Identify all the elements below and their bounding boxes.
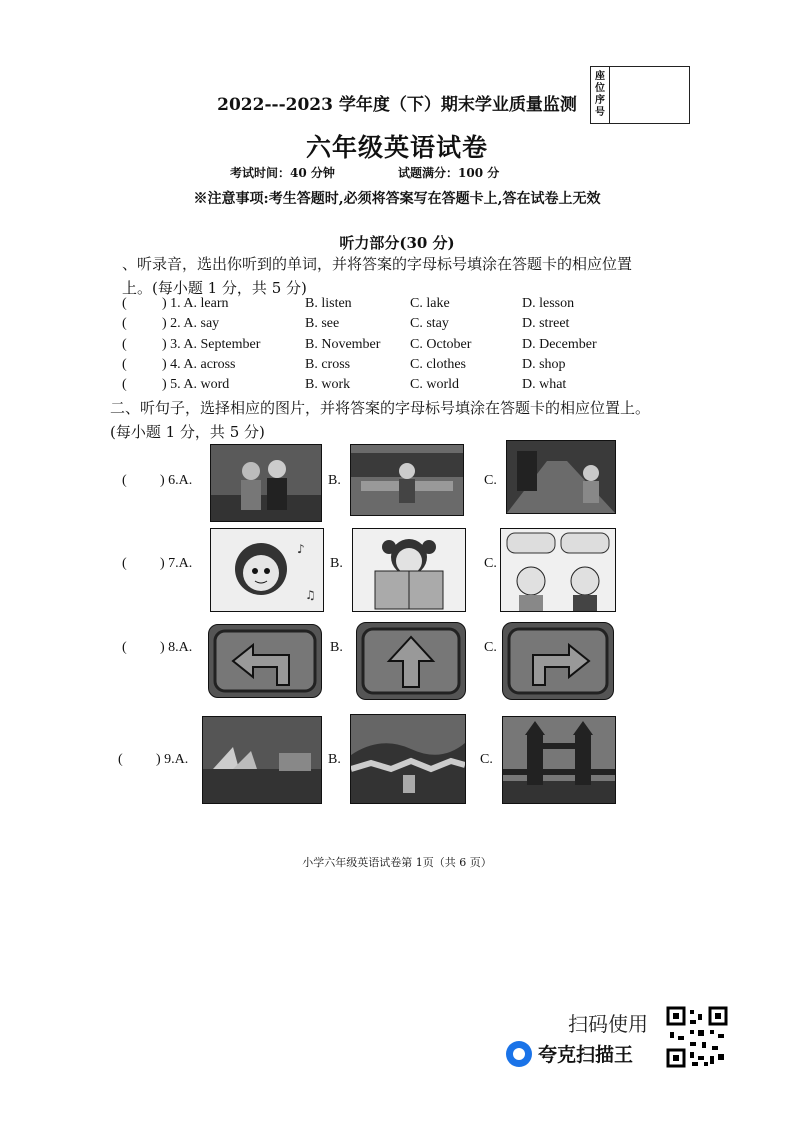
- option-c-label: C.: [484, 556, 497, 571]
- option-a: ) 4. A. across: [162, 357, 236, 372]
- option-d: D. December: [522, 337, 597, 352]
- picture-6a-two-people: [210, 444, 322, 522]
- option-b: B. cross: [305, 357, 351, 372]
- part1-instruction: 、听录音，选出你听到的单词，并将答案的字母标号填涂在答题卡的相应位置上。(每小题 1 分，共 5 分): [122, 255, 633, 297]
- exam-notice: ※注意事项:考生答题时,必须将答案写在答题卡上,答在试卷上无效: [193, 191, 601, 207]
- full-score: 试题满分：100 分: [398, 166, 500, 180]
- option-a: ) 2. A. say: [162, 316, 220, 331]
- answer-paren: (: [122, 296, 127, 311]
- picture-7c-kids-talking: [500, 528, 616, 612]
- option-a-label: ) 9.A.: [156, 752, 189, 767]
- turn-right-sign-icon: [502, 622, 614, 700]
- option-a: ) 1. A. learn: [162, 296, 229, 311]
- option-d: D. shop: [522, 357, 566, 372]
- option-b-label: B.: [330, 556, 343, 571]
- picture-7a-girl-listening: [210, 528, 324, 612]
- go-straight-sign-icon: [356, 622, 466, 700]
- option-d: D. street: [522, 316, 570, 331]
- answer-paren: (: [122, 473, 127, 488]
- answer-paren: (: [122, 337, 127, 352]
- option-c: C. clothes: [410, 357, 466, 372]
- seat-number-label: 座位序号: [591, 67, 610, 123]
- answer-paren: (: [122, 640, 127, 655]
- option-b-label: B.: [328, 752, 341, 767]
- option-b-label: B.: [328, 473, 341, 488]
- exam-time: 考试时间：40 分钟: [230, 166, 335, 180]
- answer-paren: (: [122, 556, 127, 571]
- listening-section-heading: 听力部分(30 分): [339, 234, 455, 252]
- answer-paren: (: [122, 316, 127, 331]
- option-c: C. stay: [410, 316, 449, 331]
- option-b: B. November: [305, 337, 381, 352]
- turn-left-sign-icon: [208, 624, 322, 698]
- option-a-label: ) 7.A.: [160, 556, 193, 571]
- option-a: ) 5. A. word: [162, 377, 230, 392]
- option-a: ) 3. A. September: [162, 337, 261, 352]
- option-c-label: C.: [484, 640, 497, 655]
- answer-paren: (: [122, 377, 127, 392]
- option-c-label: C.: [480, 752, 493, 767]
- picture-9b-great-wall: [350, 714, 466, 804]
- picture-6b-boy-at-station: [350, 444, 464, 516]
- option-b: B. see: [305, 316, 340, 331]
- qr-code-icon: [666, 1006, 728, 1068]
- picture-6c-boy-in-street: [506, 440, 616, 514]
- picture-9c-tower-bridge: [502, 716, 616, 804]
- option-d: D. what: [522, 377, 567, 392]
- scanner-brand-name: 夸克扫描王: [538, 1044, 634, 1066]
- answer-paren: (: [122, 357, 127, 372]
- page-footer: 小学六年级英语试卷第 1页（共 6 页）: [302, 856, 492, 869]
- option-c: C. October: [410, 337, 472, 352]
- option-c-label: C.: [484, 473, 497, 488]
- scan-to-use-text: 扫码使用: [568, 1012, 648, 1036]
- svg-text:♪: ♪: [297, 542, 305, 556]
- option-c: C. world: [410, 377, 459, 392]
- picture-9a-sydney-harbour: [202, 716, 322, 804]
- svg-text:♫: ♫: [305, 588, 316, 602]
- scanner-brand: [506, 1040, 633, 1067]
- exam-subtitle: 六年级英语试卷: [305, 133, 488, 162]
- option-b-label: B.: [330, 640, 343, 655]
- exam-title: 2022---2023 学年度（下）期末学业质量监测: [217, 95, 577, 115]
- option-b: B. work: [305, 377, 351, 392]
- option-a-label: ) 6.A.: [160, 473, 193, 488]
- picture-7b-girl-reading: [352, 528, 466, 612]
- option-d: D. lesson: [522, 296, 575, 311]
- option-b: B. listen: [305, 296, 352, 311]
- quark-logo-icon: [506, 1041, 532, 1067]
- part2-instruction: 二、听句子，选择相应的图片，并将答案的字母标号填涂在答题卡的相应位置上。(每小题 1 分，共 5 分): [110, 399, 651, 441]
- option-c: C. lake: [410, 296, 450, 311]
- option-a-label: ) 8.A.: [160, 640, 193, 655]
- answer-paren: (: [118, 752, 123, 767]
